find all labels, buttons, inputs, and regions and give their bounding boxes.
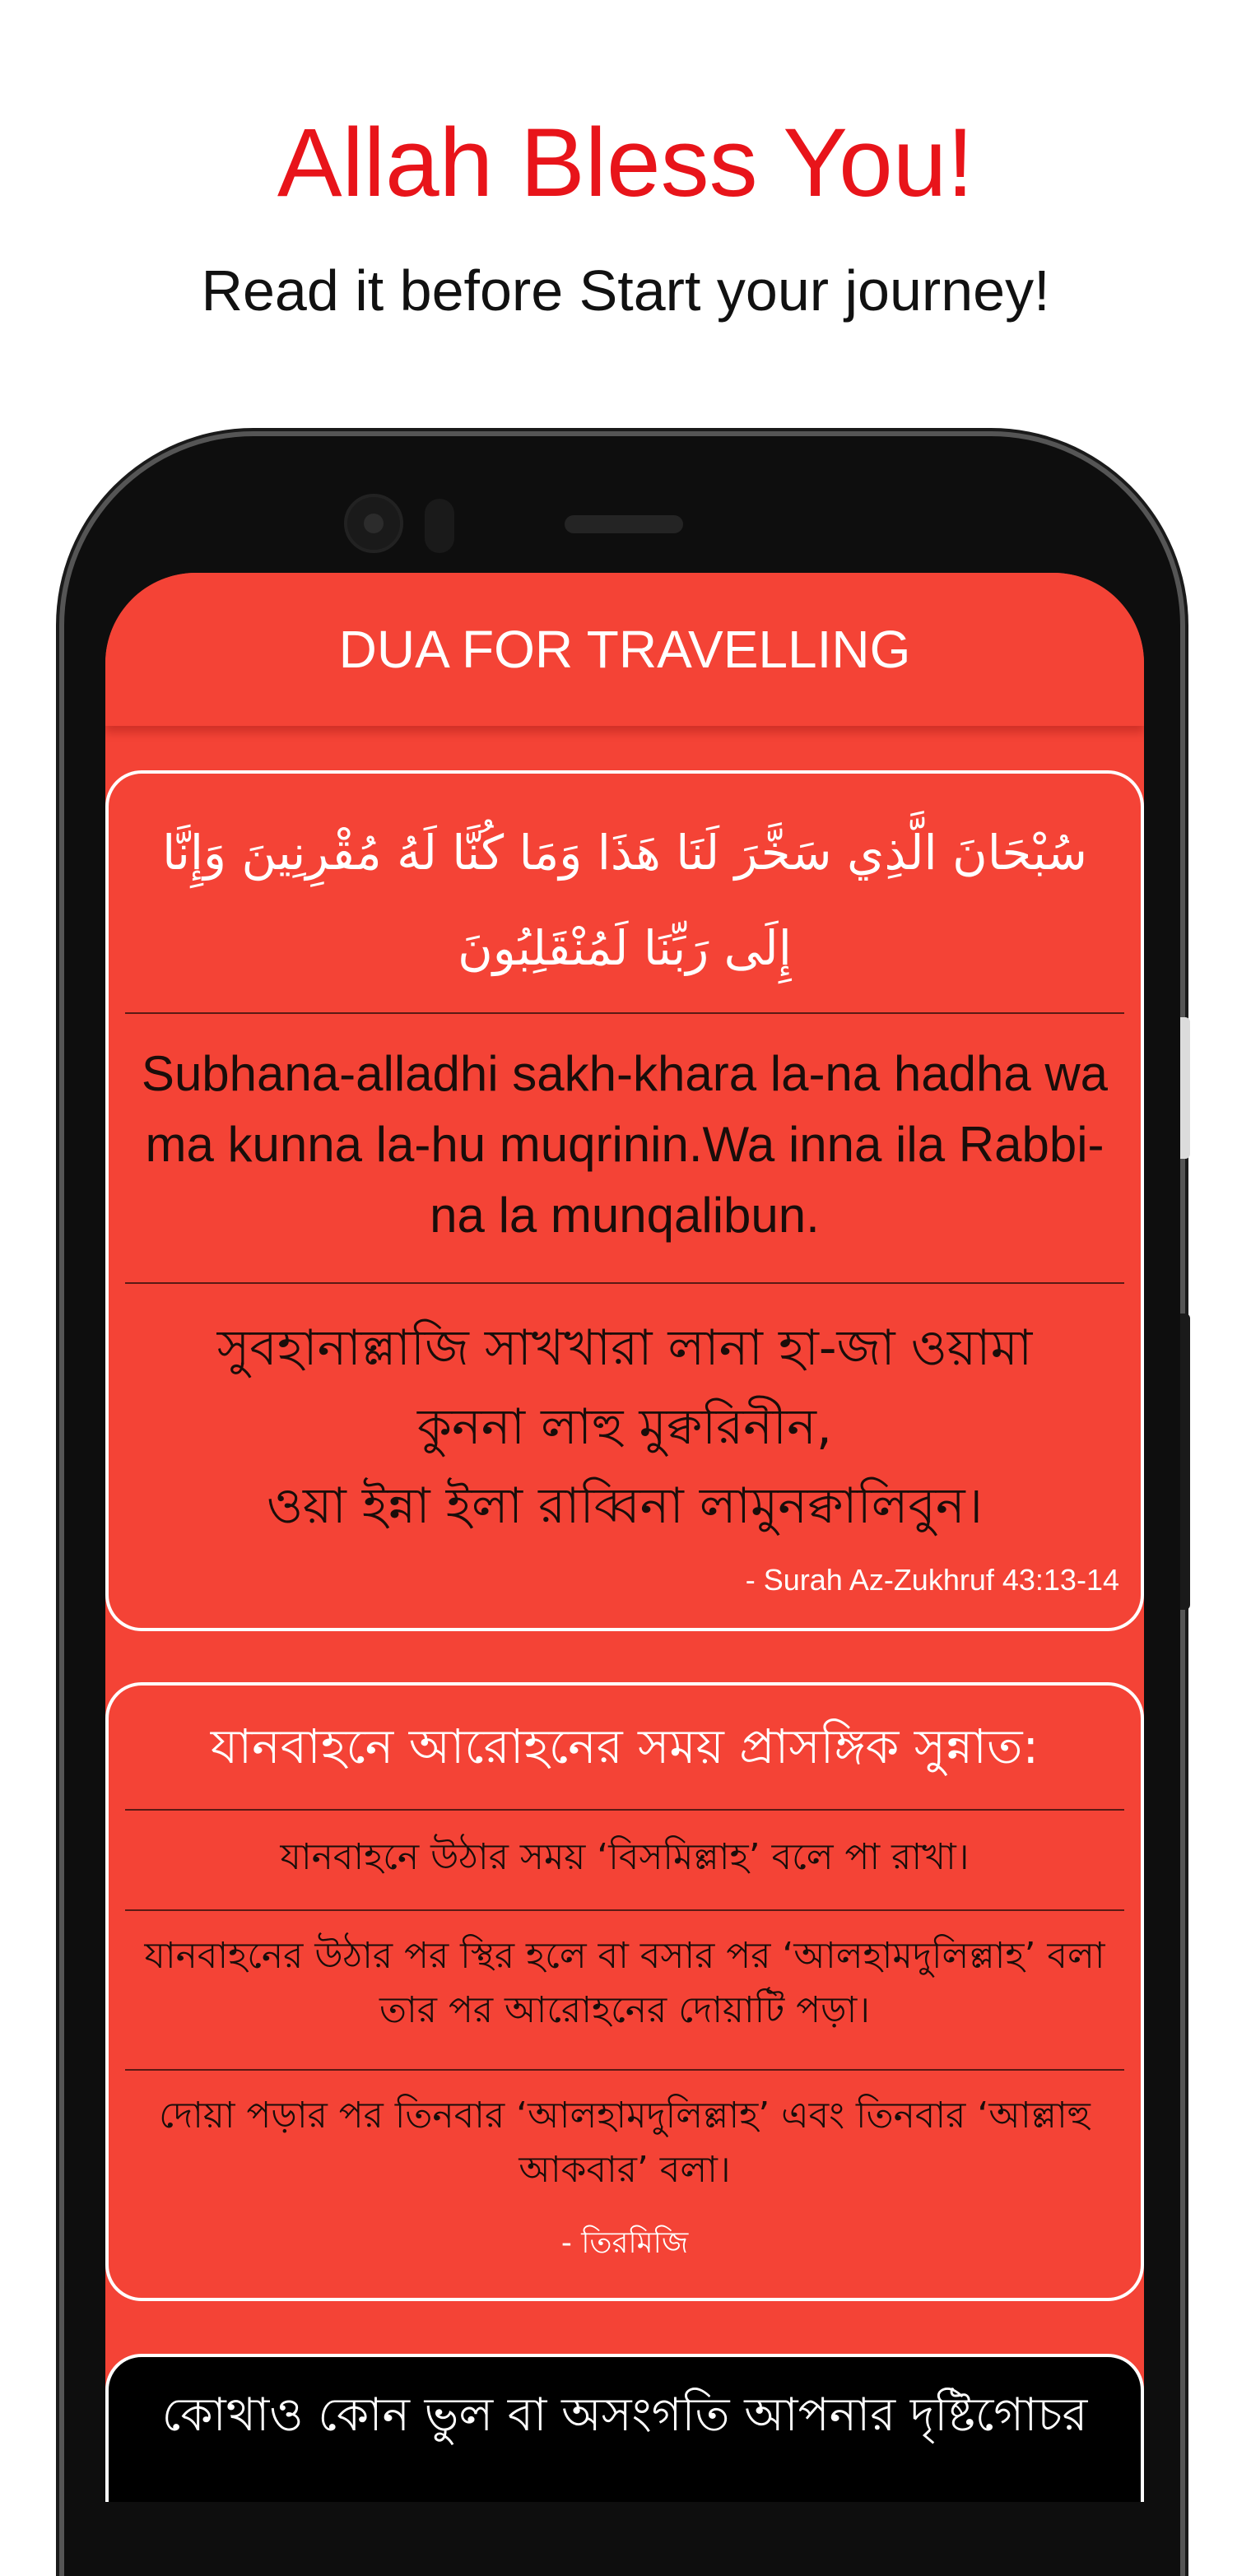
front-camera-icon [344,494,403,553]
divider [125,1012,1124,1014]
sunnah-item: যানবাহনের উঠার পর স্থির হলে বা বসার পর ‘আলহামদুলিল্লাহ’ বলা তার পর আরোহনের দোয়াটি পড়া। [144,1935,1105,2031]
dua-reference: - Surah Az-Zukhruf 43:13-14 [745,1563,1119,1597]
sunnah-title: যানবাহনে আরোহনের সময় প্রাসঙ্গিক সুন্নাত: [210,1718,1039,1774]
volume-button [1180,1314,1190,1610]
divider [125,2069,1124,2071]
sensor-icon [425,499,454,553]
dua-transliteration: Subhana-alladhi sakh-khara la-na hadha wa ma kunna la-hu muqrinin.Wa inna ila Rabbi-na la munqalibun. [141,1046,1109,1243]
promo-subline: Read it before Start your journey! [201,258,1050,323]
divider [125,1909,1124,1911]
divider [125,1809,1124,1811]
speaker-grille-icon [565,515,683,533]
feedback-card[interactable] [105,2354,1144,2502]
dua-card [105,770,1144,1631]
promo-headline: Allah Bless You! [277,109,974,217]
dua-bangla-line: ওয়া ইন্না ইলা রাব্বিনা লামুনক্বালিবুন। [266,1477,984,1535]
power-button [1180,1017,1190,1159]
dua-arabic-text: سُبْحَانَ الَّذِي سَخَّرَ لَنَا هَذَا وَمَا كُنَّا لَهُ مُقْرِنِينَ وَإِنَّا إِلَى رَبِّنَا لَمُنْقَلِبُونَ [162,825,1087,976]
app-screen [105,573,1144,2502]
app-title: DUA FOR TRAVELLING [105,573,1144,726]
dua-bangla-line: সুবহানাল্লাজি সাখখারা লানা হা-জা ওয়ামা [216,1319,1033,1377]
sunnah-reference: - তিরমিজি [560,2226,689,2260]
dua-bangla-pronunciation [125,1309,1124,1546]
sunnah-card [105,1682,1144,2301]
dua-bangla-line: কুননা লাহু মুক্বরিনীন, [417,1398,832,1456]
sunnah-item: যানবাহনে উঠার সময় ‘বিসমিল্লাহ’ বলে পা রাখা। [280,1836,970,1878]
feedback-text: কোথাও কোন ভুল বা অসংগতি আপনার দৃষ্টিগোচর [161,2388,1088,2442]
divider [125,1282,1124,1284]
sunnah-item: দোয়া পড়ার পর তিনবার ‘আলহামদুলিল্লাহ’ এবং তিনবার ‘আল্লাহু আকবার’ বলা। [159,2095,1091,2191]
